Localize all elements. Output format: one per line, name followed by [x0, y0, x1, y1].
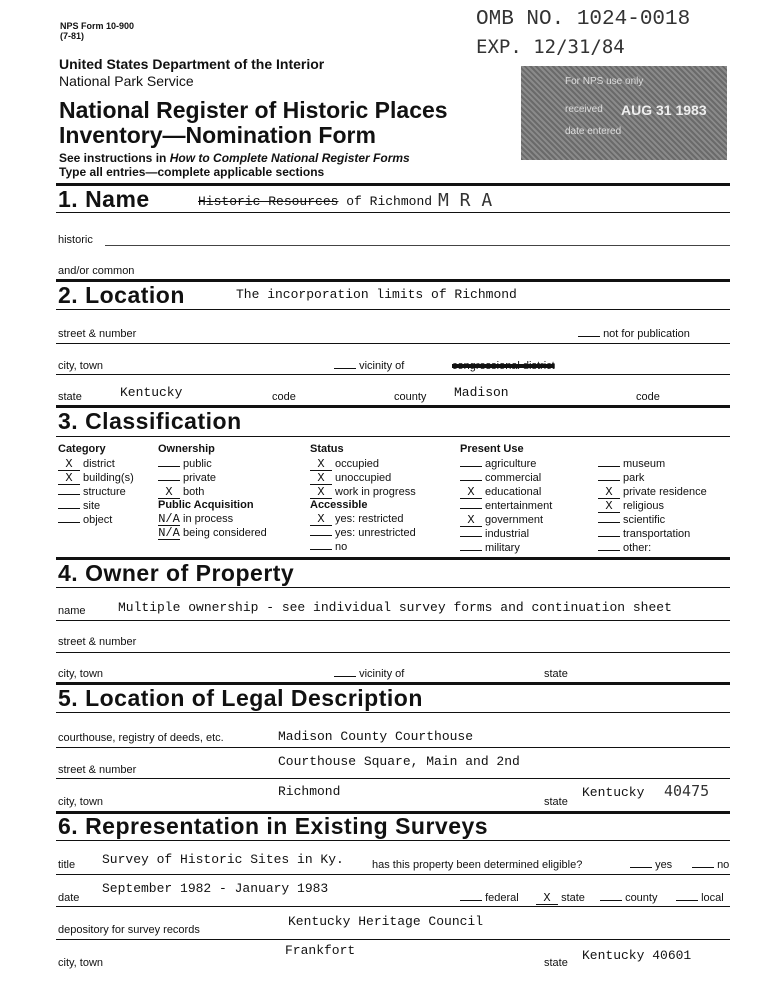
- checkbox-item[interactable]: [598, 485, 707, 499]
- rule: [56, 587, 730, 588]
- survey-title-value: Survey of Historic Sites in Ky.: [102, 852, 344, 867]
- category-head: Category: [58, 443, 106, 455]
- checkbox-label: scientific: [623, 514, 666, 526]
- stamp-for-nps: For NPS use only: [565, 76, 644, 87]
- checkbox-mark[interactable]: [598, 522, 620, 523]
- owner-name-value: Multiple ownership - see individual survey forms and continuation sheet: [118, 600, 672, 615]
- section5-title: 5. Location of Legal Description: [58, 685, 423, 711]
- checkbox-mark[interactable]: [598, 466, 620, 467]
- depository-value: Kentucky Heritage Council: [288, 914, 484, 929]
- checkbox-mark[interactable]: [598, 480, 620, 481]
- county-label: county: [394, 391, 427, 403]
- checkbox-label: yes: restricted: [335, 513, 404, 525]
- checkbox-item[interactable]: [310, 540, 416, 554]
- state-check[interactable]: X: [536, 893, 558, 905]
- checkbox-item[interactable]: [310, 471, 416, 485]
- accessible-head: Accessible: [310, 499, 368, 511]
- survey-date-label: date: [58, 892, 80, 904]
- checkbox-item[interactable]: [58, 471, 134, 485]
- checkbox-mark[interactable]: X: [158, 487, 180, 499]
- rule: [56, 652, 730, 653]
- checkbox-item[interactable]: [158, 526, 267, 540]
- eligible-no-label: no: [717, 859, 730, 871]
- checkbox-label: commercial: [485, 472, 542, 484]
- checkbox-item[interactable]: [460, 485, 552, 499]
- checkbox-label: yes: unrestricted: [335, 527, 416, 539]
- code-label: code: [272, 391, 296, 403]
- present-use-list-a: [460, 457, 552, 555]
- rule: [56, 747, 730, 748]
- category-list: [58, 457, 134, 527]
- checkbox-mark[interactable]: [460, 536, 482, 537]
- historic-label: historic: [58, 234, 93, 246]
- section1-name-value: [198, 194, 432, 209]
- checkbox-label: private: [183, 472, 217, 484]
- checkbox-item[interactable]: [460, 527, 552, 541]
- not-publication: [578, 327, 690, 341]
- code2-label: code: [636, 391, 660, 403]
- checkbox-mark[interactable]: X: [310, 473, 332, 485]
- name-handwritten: M R A: [438, 190, 493, 211]
- vicinity-blank[interactable]: [334, 368, 356, 369]
- checkbox-label: entertainment: [485, 500, 553, 512]
- checkbox-label: being considered: [183, 527, 267, 539]
- checkbox-label: private residence: [623, 486, 707, 498]
- service: National Park Service: [59, 73, 194, 89]
- not-publication-blank[interactable]: [578, 336, 600, 337]
- rule: [56, 939, 730, 940]
- owner-name-label: name: [58, 605, 86, 617]
- stamp-received: received: [565, 104, 603, 115]
- status-list: [310, 457, 416, 499]
- checkbox-label: site: [83, 500, 101, 512]
- instructions-line2: Type all entries—complete applicable sections: [59, 165, 325, 179]
- checkbox-mark[interactable]: [460, 508, 482, 509]
- checkbox-mark[interactable]: X: [598, 501, 620, 513]
- checkbox-item[interactable]: [598, 541, 707, 555]
- checkbox-mark[interactable]: [460, 480, 482, 481]
- county-label: county: [625, 892, 658, 904]
- form-title-line1: National Register of Historic Places: [59, 97, 448, 123]
- eligible-yes-blank[interactable]: [630, 867, 652, 868]
- rule: [56, 436, 730, 437]
- vicinity: [334, 359, 404, 373]
- checkbox-item[interactable]: [58, 499, 134, 513]
- common-label: and/or common: [58, 265, 135, 277]
- location-typed: The incorporation limits of Richmond: [236, 287, 517, 302]
- ownership-list: [158, 457, 216, 499]
- struck-text: Historic Resources: [198, 194, 339, 209]
- checkbox-label: agriculture: [485, 458, 537, 470]
- owner-street-label: street & number: [58, 636, 137, 648]
- checkbox-mark[interactable]: N/A: [158, 512, 180, 526]
- rule: [56, 840, 730, 841]
- eligible-yes: [630, 858, 672, 872]
- checkbox-item[interactable]: [158, 512, 267, 526]
- acquisition-head: Public Acquisition: [158, 499, 254, 511]
- courthouse-label: courthouse, registry of deeds, etc.: [58, 732, 224, 744]
- checkbox-item[interactable]: [598, 457, 707, 471]
- checkbox-item[interactable]: [158, 457, 216, 471]
- section1-top-rule: [56, 183, 730, 186]
- level-federal: [460, 891, 519, 905]
- checkbox-label: museum: [623, 458, 666, 470]
- checkbox-mark[interactable]: [460, 466, 482, 467]
- congressional-district: congressional district: [452, 360, 555, 372]
- checkbox-label: both: [183, 486, 205, 498]
- checkbox-label: educational: [485, 486, 542, 498]
- checkbox-item[interactable]: [310, 485, 416, 499]
- checkbox-label: public: [183, 458, 212, 470]
- checkbox-item[interactable]: [598, 513, 707, 527]
- status-head: Status: [310, 443, 344, 455]
- checkbox-mark[interactable]: X: [598, 487, 620, 499]
- omb-number: OMB NO. 1024-0018: [476, 8, 691, 31]
- checkbox-item[interactable]: [460, 499, 552, 513]
- legal-state-value: Kentucky: [582, 785, 645, 800]
- accessible-list: [310, 512, 416, 554]
- checkbox-label: district: [83, 458, 115, 470]
- checkbox-item[interactable]: [158, 485, 216, 499]
- rule: [56, 874, 730, 875]
- eligible-no-blank[interactable]: [692, 867, 714, 868]
- checkbox-mark[interactable]: X: [460, 515, 482, 527]
- checkbox-item[interactable]: [158, 471, 216, 485]
- name-typed: of Richmond: [346, 194, 433, 209]
- stamp-date-entered: date entered: [565, 126, 622, 137]
- stamp-received-date: AUG 31 1983: [621, 102, 707, 118]
- legal-city-value: Richmond: [278, 784, 341, 799]
- checkbox-item[interactable]: [310, 526, 416, 540]
- federal-blank[interactable]: [460, 900, 482, 901]
- county-value: Madison: [454, 385, 509, 400]
- checkbox-label: object: [83, 514, 113, 526]
- checkbox-item[interactable]: [460, 457, 552, 471]
- owner-vicinity-label: vicinity of: [359, 668, 405, 680]
- checkbox-label: government: [485, 514, 544, 526]
- checkbox-label: religious: [623, 500, 664, 512]
- vicinity-label: vicinity of: [359, 360, 405, 372]
- checkbox-label: in process: [183, 513, 234, 525]
- checkbox-mark[interactable]: X: [310, 514, 332, 526]
- county-blank[interactable]: [600, 900, 622, 901]
- instructions: [59, 151, 410, 165]
- checkbox-mark[interactable]: [58, 522, 80, 523]
- checkbox-mark[interactable]: [598, 536, 620, 537]
- not-publication-label: not for publication: [603, 328, 690, 340]
- section3-title: 3. Classification: [58, 408, 242, 434]
- present-use-list-b: [598, 457, 707, 555]
- department: United States Department of the Interior: [59, 56, 325, 72]
- rule: [56, 906, 730, 907]
- checkbox-label: structure: [83, 486, 126, 498]
- checkbox-mark[interactable]: [460, 550, 482, 551]
- checkbox-mark[interactable]: [598, 550, 620, 551]
- depository-city-value: Frankfort: [285, 943, 356, 958]
- nps-use-stamp: [521, 66, 727, 160]
- rule: [56, 309, 730, 310]
- rule: [56, 712, 730, 713]
- checkbox-item[interactable]: [58, 513, 134, 527]
- section2-title: 2. Location: [58, 282, 185, 308]
- checkbox-item[interactable]: [460, 541, 552, 555]
- checkbox-item[interactable]: [310, 457, 416, 471]
- checkbox-label: occupied: [335, 458, 380, 470]
- checkbox-mark[interactable]: X: [58, 459, 80, 471]
- legal-street-value: Courthouse Square, Main and 2nd: [278, 754, 520, 769]
- rule: [56, 343, 730, 344]
- historic-field[interactable]: [105, 245, 730, 246]
- checkbox-mark[interactable]: [58, 508, 80, 509]
- rule: [56, 778, 730, 779]
- checkbox-mark[interactable]: [58, 494, 80, 495]
- depository-city-label: city, town: [58, 957, 104, 969]
- depository-state-value: Kentucky 40601: [582, 948, 692, 963]
- checkbox-label: park: [623, 472, 645, 484]
- eligible-no: [692, 858, 729, 872]
- form-title-line2: Inventory—Nomination Form: [59, 122, 376, 148]
- checkbox-mark[interactable]: X: [310, 459, 332, 471]
- owner-vicinity-blank[interactable]: [334, 676, 356, 677]
- form-number: NPS Form 10-900: [60, 21, 135, 31]
- local-blank[interactable]: [676, 900, 698, 901]
- legal-street-label: street & number: [58, 764, 137, 776]
- level-local: [676, 891, 724, 905]
- instructions-italic: How to Complete National Register Forms: [169, 151, 410, 165]
- section1-title: 1. Name: [58, 186, 150, 212]
- checkbox-label: building(s): [83, 472, 134, 484]
- checkbox-mark[interactable]: X: [310, 487, 332, 499]
- rule: [56, 620, 730, 621]
- legal-state-label: state: [544, 796, 568, 808]
- rule: [56, 212, 730, 213]
- checkbox-mark[interactable]: N/A: [158, 526, 180, 540]
- checkbox-item[interactable]: [598, 499, 707, 513]
- legal-city-label: city, town: [58, 796, 104, 808]
- level-state-label: state: [561, 892, 585, 904]
- checkbox-label: industrial: [485, 528, 530, 540]
- legal-zip-value: 40475: [664, 782, 710, 800]
- city-label: city, town: [58, 360, 104, 372]
- present-use-head: Present Use: [460, 443, 524, 455]
- form-date: (7-81): [60, 31, 85, 41]
- checkbox-item[interactable]: [58, 457, 134, 471]
- checkbox-mark[interactable]: X: [460, 487, 482, 499]
- checkbox-item[interactable]: [310, 512, 416, 526]
- level-county: [600, 891, 657, 905]
- courthouse-value: Madison County Courthouse: [278, 729, 474, 744]
- state-value: Kentucky: [120, 385, 183, 400]
- checkbox-mark[interactable]: X: [58, 473, 80, 485]
- checkbox-item[interactable]: [598, 471, 707, 485]
- section6-title: 6. Representation in Existing Surveys: [58, 813, 489, 839]
- survey-title-label: title: [58, 859, 76, 871]
- rule: [56, 374, 730, 375]
- level-state: [536, 891, 585, 905]
- federal-label: federal: [485, 892, 519, 904]
- checkbox-label: no: [335, 541, 348, 553]
- acquisition-list: [158, 512, 267, 540]
- owner-city-label: city, town: [58, 668, 104, 680]
- street-label: street & number: [58, 328, 137, 340]
- checkbox-item[interactable]: [460, 513, 552, 527]
- checkbox-label: military: [485, 542, 520, 554]
- eligible-label: has this property been determined eligible?: [372, 859, 583, 871]
- checkbox-label: unoccupied: [335, 472, 392, 484]
- expiration: EXP. 12/31/84: [476, 36, 625, 58]
- checkbox-item[interactable]: [58, 485, 134, 499]
- ownership-head: Ownership: [158, 443, 215, 455]
- section4-title: 4. Owner of Property: [58, 560, 295, 586]
- eligible-yes-label: yes: [655, 859, 673, 871]
- owner-state-label: state: [544, 668, 568, 680]
- instructions-prefix: See instructions in: [59, 151, 167, 165]
- state-label: state: [58, 391, 82, 403]
- checkbox-mark[interactable]: [158, 466, 180, 467]
- checkbox-mark[interactable]: [310, 535, 332, 536]
- checkbox-label: other:: [623, 542, 652, 554]
- checkbox-item[interactable]: [460, 471, 552, 485]
- survey-date-value: September 1982 - January 1983: [102, 881, 329, 896]
- owner-vicinity: [334, 667, 404, 681]
- depository-state-label: state: [544, 957, 568, 969]
- depository-label: depository for survey records: [58, 924, 200, 936]
- checkbox-mark[interactable]: [158, 480, 180, 481]
- checkbox-mark[interactable]: [310, 549, 332, 550]
- checkbox-item[interactable]: [598, 527, 707, 541]
- checkbox-label: work in progress: [335, 486, 416, 498]
- local-label: local: [701, 892, 724, 904]
- checkbox-label: transportation: [623, 528, 691, 540]
